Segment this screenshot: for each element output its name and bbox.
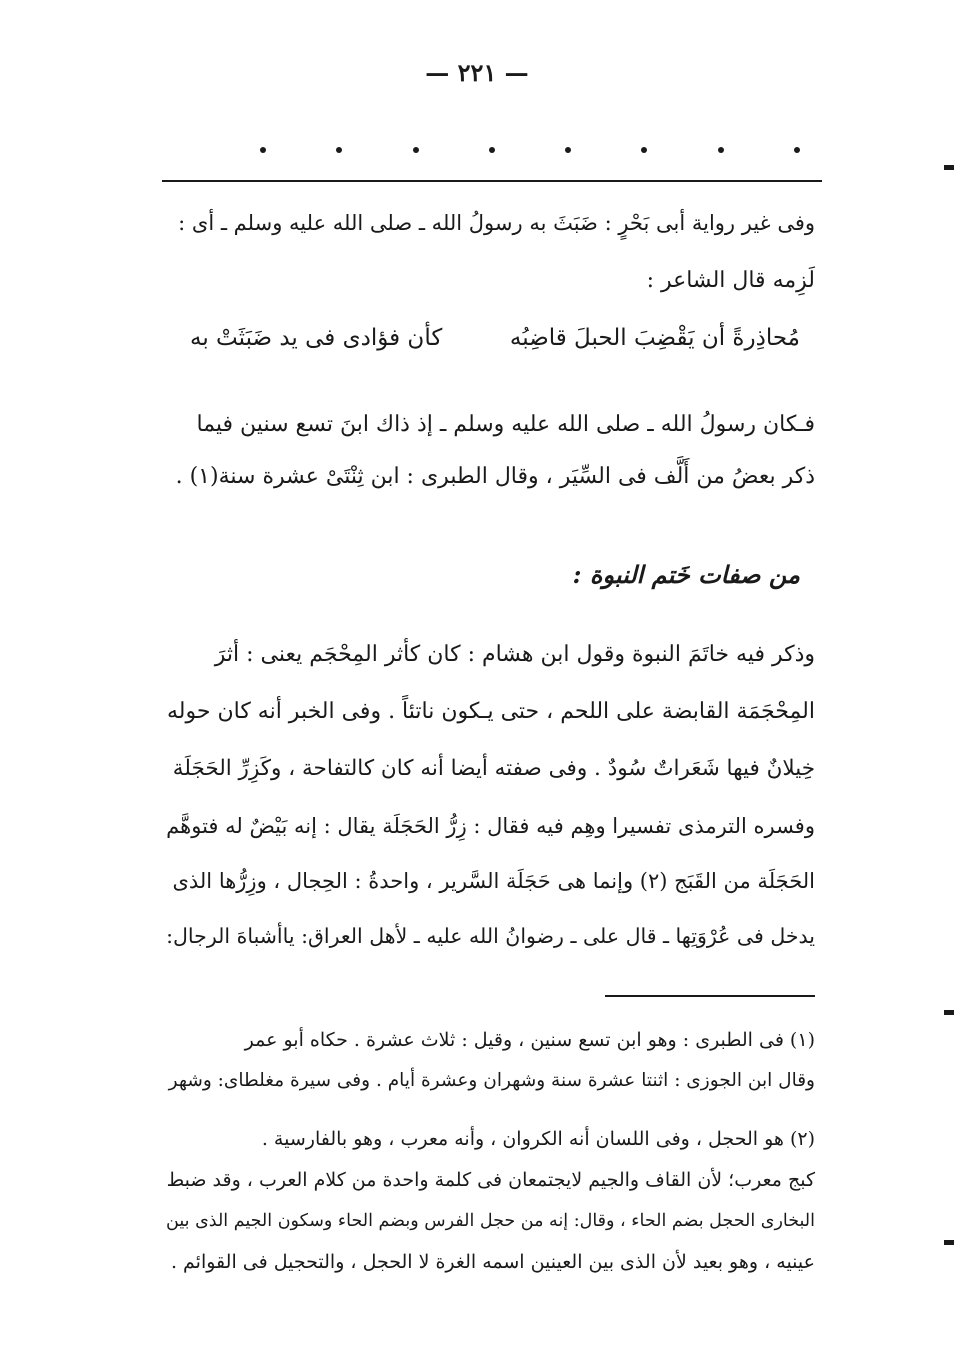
footnote-line: (٢) هو الحجل ، وفى اللسان أنه الكروان ، وأنه معرب ، وهو بالفارسية . [261, 1128, 815, 1150]
ornament-dots [260, 138, 800, 162]
section-heading: من صفات خَتم النبوة : [572, 560, 800, 589]
intro-line: وفى غير رواية أبى بَحْرٍ : ضَبَثَ به رسولُ الله ـ صلى الله عليه وسلم ـ أى : [178, 211, 815, 235]
page-number: — ٢٢١ — [425, 58, 529, 87]
ornament-dot [718, 147, 724, 153]
paragraph-line: المِحْجَمَة القابضة على اللحم ، حتى يـكون ناتئاً . وفى الخبر أنه كان حوله [167, 699, 815, 724]
footnote-line: وقال ابن الجوزى : اثنتا عشرة سنة وشهران وعشرة أيام . وفى سيرة مغلطاى: وشهر [168, 1070, 815, 1091]
verse [190, 325, 800, 361]
ornament-dot [565, 147, 571, 153]
footnote-line: البخارى الحجل بضم الحاء ، وقال: إنه من حجل الفرس وبضم الحاء وسكون الجيم الذى بين [166, 1211, 815, 1231]
footnote-rule [605, 995, 815, 997]
margin-mark [944, 1010, 954, 1015]
paragraph-line: وفسره الترمذى تفسيرا وهِم فيه فقال : زِرُّ الحَجَلَة يقال : إنه بَيْضٌ له فتوهَّم [166, 814, 815, 838]
paragraph-line: يدخل فى عُرْوَتِها ـ قال على ـ رضوانُ الله عليه ـ لأهل العراق: ياأشباهَ الرجال: [166, 924, 815, 948]
paragraph-line: خِيلانٌ فيها شَعَراتٌ سُودٌ . وفى صفته أيضا أنه كان كالتفاحة ، وكَزِرِّ الحَجَلَة [172, 756, 815, 781]
ornament-dot [794, 147, 800, 153]
paragraph-line: فـكان رسولُ الله ـ صلى الله عليه وسلم ـ إذ ذاك ابنَ تسع سنين فيما [196, 412, 815, 437]
ornament-dot [413, 147, 419, 153]
paragraph-line: ذكر بعضُ من أَلَّف فى السِّيَر ، وقال الطبرى : ابن ثِنْتَىْ عشرة سنة(١) . [175, 464, 815, 489]
ornament-dot [641, 147, 647, 153]
verse-second-hemistich: مُحاذِرةً أن يَقْضِبَ الحبلَ قاضِبُه [509, 325, 800, 351]
intro-line: لَزِمه قال الشاعر : [646, 268, 815, 293]
ornament-dot [336, 147, 342, 153]
ornament-dot [260, 147, 266, 153]
footnote-line: كبج معرب؛ لأن القاف والجيم لايجتمعان فى كلمة واحدة من كلام العرب ، وقد ضبط [166, 1169, 815, 1191]
ornament-dot [489, 147, 495, 153]
footnote-line: عينيه ، وهو بعيد لأن الذى بين العينين اسمه الغرة لا الحجل ، والتحجيل فى القوائم . [170, 1251, 815, 1273]
header-rule [162, 180, 822, 182]
footnote-line: (١) فى الطبرى : وهو ابن تسع سنين ، وقيل : ثلاث عشرة . حكاه أبو عمر [244, 1029, 815, 1051]
margin-mark [944, 165, 954, 170]
paragraph-line: الحَجَلَة من القَبَج (٢) وإنما هى حَجَلَة السَّرير ، واحدةُ : الحِجال ، وزِرُّها الذى [172, 869, 815, 893]
paragraph-line: وذكر فيه خاتَمَ النبوة وقول ابن هشام : كان كأثر المِحْجَم يعنى : أثرَ [214, 642, 815, 667]
verse-first-hemistich: كأن فؤادى فى يد ضَبَثَتْ به [190, 325, 443, 351]
margin-mark [944, 1240, 954, 1245]
